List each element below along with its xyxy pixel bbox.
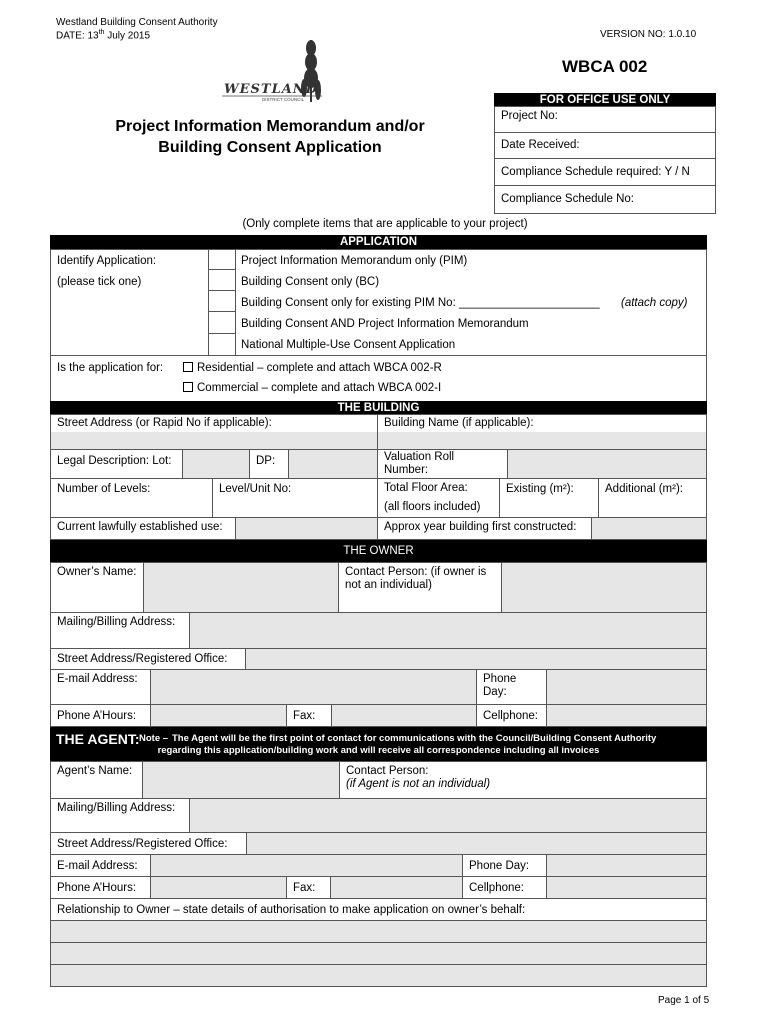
owner-street-input[interactable] xyxy=(245,648,707,670)
building-heading: THE BUILDING xyxy=(50,401,707,415)
approx-year-label: Approx year building first constructed: xyxy=(377,517,592,540)
owner-phone-day-label: Phone Day: xyxy=(476,669,547,705)
current-use-input[interactable] xyxy=(235,517,378,540)
application-section xyxy=(50,249,707,356)
agent-mailing-input[interactable] xyxy=(189,798,707,833)
current-use-label: Current lawfully established use: xyxy=(50,517,236,540)
owner-fax-input[interactable] xyxy=(331,704,477,727)
total-floor-label: Total Floor Area: (all floors included) xyxy=(377,478,500,518)
owner-email-label: E-mail Address: xyxy=(50,669,151,705)
agent-phone-day-label: Phone Day: xyxy=(462,854,547,877)
is-for-label: Is the application for: xyxy=(57,362,164,374)
residential-option[interactable]: Residential – complete and attach WBCA 002-R xyxy=(183,362,442,374)
option-pim-checkbox[interactable] xyxy=(208,250,236,271)
agent-heading-bar xyxy=(50,727,707,761)
legal-lot-label: Legal Description: Lot: xyxy=(50,449,183,479)
option-pim-label: Project Information Memorandum only (PIM) xyxy=(241,255,468,267)
tick-label: (please tick one) xyxy=(57,276,142,288)
agent-street-label: Street Address/Registered Office: xyxy=(50,832,247,855)
agent-mailing-label: Mailing/Billing Address: xyxy=(50,798,190,833)
application-heading: APPLICATION xyxy=(50,235,707,249)
option-bc-existing-pim-label: Building Consent only for existing PIM No: ______________________ xyxy=(241,297,600,309)
page-number: Page 1 of 5 xyxy=(658,995,710,1006)
owner-contact-input[interactable] xyxy=(501,562,707,613)
agent-street-input[interactable] xyxy=(246,832,707,855)
compliance-required-field[interactable]: Compliance Schedule required: Y / N xyxy=(494,158,716,186)
application-type-section xyxy=(50,355,707,402)
page-title: Project Information Memorandum and/or Building Consent Application xyxy=(115,118,425,156)
option-bc-existing-pim-checkbox[interactable] xyxy=(208,292,236,313)
additional-area-field[interactable]: Additional (m²): xyxy=(598,478,707,518)
owner-contact-label: Contact Person: (if owner is not an individual) xyxy=(338,562,502,613)
owner-name-label: Owner’s Name: xyxy=(50,562,144,613)
owner-cell-label: Cellphone: xyxy=(476,704,547,727)
form-date: DATE: 13th July 2015 xyxy=(56,29,151,42)
owner-phone-ah-label: Phone A’Hours: xyxy=(50,704,151,727)
version-number: VERSION NO: 1.0.10 xyxy=(600,29,697,40)
agent-fax-input[interactable] xyxy=(330,876,463,899)
agent-name-input[interactable] xyxy=(142,761,340,799)
office-use-heading: FOR OFFICE USE ONLY xyxy=(494,93,716,107)
commercial-option[interactable]: Commercial – complete and attach WBCA 002-I xyxy=(183,382,441,394)
agent-phone-day-input[interactable] xyxy=(546,854,707,877)
relationship-input-line-1[interactable] xyxy=(50,920,707,943)
existing-area-field[interactable]: Existing (m²): xyxy=(499,478,599,518)
commercial-checkbox[interactable] xyxy=(183,382,193,392)
agent-email-label: E-mail Address: xyxy=(50,854,151,877)
approx-year-input[interactable] xyxy=(591,517,707,540)
option-multiple-use-label: National Multiple-Use Consent Application xyxy=(241,339,456,351)
valuation-label: Valuation Roll Number: xyxy=(377,449,508,479)
project-no-field[interactable]: Project No: xyxy=(494,106,716,133)
agent-contact-field[interactable]: Contact Person: (if Agent is not an individual) xyxy=(339,761,707,799)
dp-input[interactable] xyxy=(288,449,378,479)
agent-phone-ah-label: Phone A’Hours: xyxy=(50,876,151,899)
residential-checkbox[interactable] xyxy=(183,362,193,372)
agent-cell-input[interactable] xyxy=(546,876,707,899)
westland-logo: WESTLAND DISTRICT COUNCIL xyxy=(222,38,332,106)
dp-label: DP: xyxy=(249,449,289,479)
form-code: WBCA 002 xyxy=(562,57,648,76)
owner-fax-label: Fax: xyxy=(286,704,332,727)
owner-phone-ah-input[interactable] xyxy=(150,704,287,727)
owner-mailing-input[interactable] xyxy=(189,612,707,649)
lot-input[interactable] xyxy=(182,449,250,479)
agent-note-label: Note – xyxy=(139,733,169,744)
date-received-field[interactable]: Date Received: xyxy=(494,132,716,159)
agent-cell-label: Cellphone: xyxy=(462,876,547,899)
agent-phone-ah-input[interactable] xyxy=(150,876,287,899)
relationship-input-line-2[interactable] xyxy=(50,942,707,965)
levels-label: Number of Levels: xyxy=(50,478,213,518)
authority-name: Westland Building Consent Authority xyxy=(56,17,218,28)
agent-heading: THE AGENT: xyxy=(56,731,140,747)
owner-email-input[interactable] xyxy=(150,669,477,705)
owner-cell-input[interactable] xyxy=(546,704,707,727)
option-bc-label: Building Consent only (BC) xyxy=(241,276,380,288)
owner-phone-day-input[interactable] xyxy=(546,669,707,705)
agent-name-label: Agent’s Name: xyxy=(50,761,143,799)
owner-mailing-label: Mailing/Billing Address: xyxy=(50,612,190,649)
instructions-note: (Only complete items that are applicable to your project) xyxy=(242,218,528,230)
level-unit-field[interactable]: Level/Unit No: xyxy=(212,478,378,518)
attach-copy-note: (attach copy) xyxy=(621,297,688,309)
building-name-field[interactable]: Building Name (if applicable): xyxy=(377,414,707,450)
option-bc-and-pim-checkbox[interactable] xyxy=(208,313,236,334)
option-bc-checkbox[interactable] xyxy=(208,271,236,292)
relationship-input-line-3[interactable] xyxy=(50,964,707,987)
street-address-field[interactable]: Street Address (or Rapid No if applicable): xyxy=(50,414,378,450)
compliance-no-field[interactable]: Compliance Schedule No: xyxy=(494,185,716,214)
identify-label: Identify Application: xyxy=(57,255,157,267)
option-bc-and-pim-label: Building Consent AND Project Information Memorandum xyxy=(241,318,529,330)
relationship-label: Relationship to Owner – state details of authorisation to make application on owner’s behalf: xyxy=(50,898,707,921)
agent-note-2: regarding this application/building work and will receive all correspondence including all invoices xyxy=(157,745,600,756)
valuation-input[interactable] xyxy=(507,449,707,479)
agent-fax-label: Fax: xyxy=(286,876,331,899)
owner-street-label: Street Address/Registered Office: xyxy=(50,648,246,670)
owner-name-input[interactable] xyxy=(143,562,339,613)
option-multiple-use-checkbox[interactable] xyxy=(208,334,236,356)
owner-heading: THE OWNER xyxy=(50,540,707,562)
agent-note: The Agent will be the first point of contact for communications with the Council/Building Consent Authority xyxy=(172,733,657,744)
agent-email-input[interactable] xyxy=(150,854,463,877)
